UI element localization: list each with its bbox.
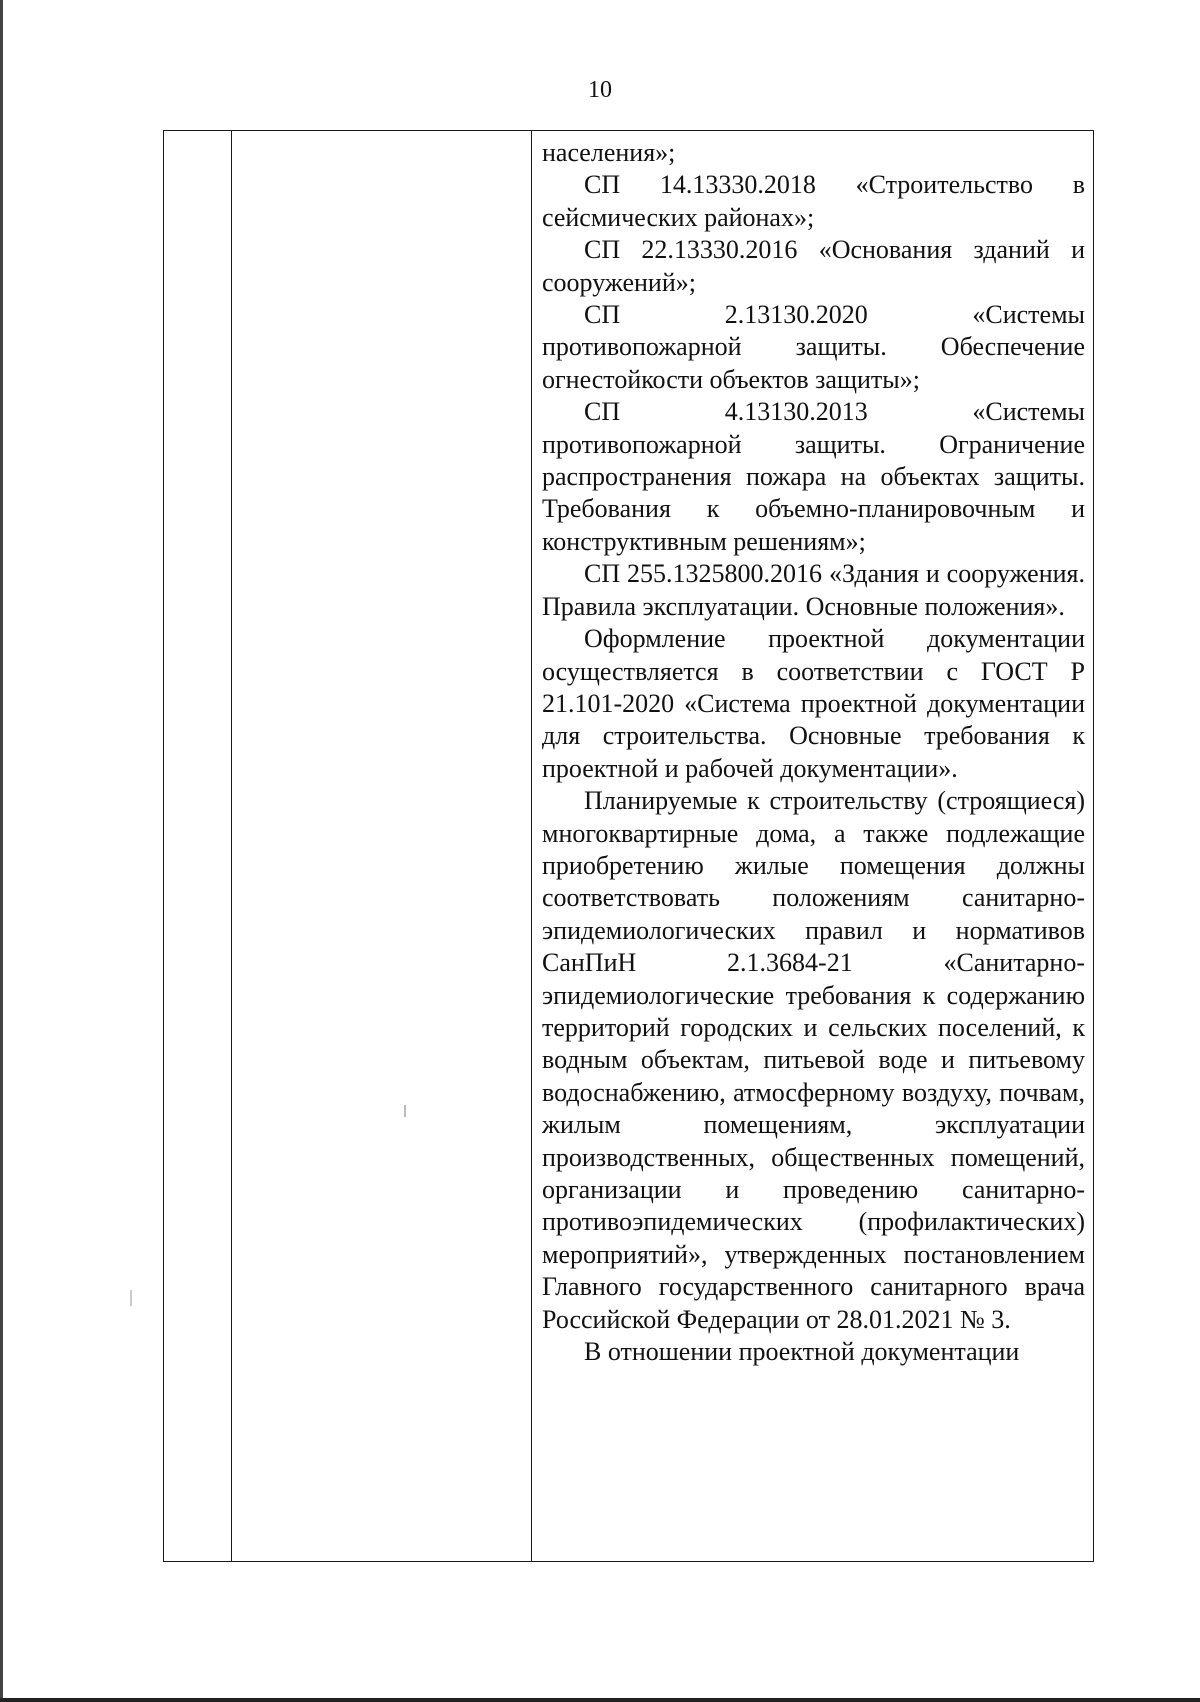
paragraph: СП 255.1325800.2016 «Здания и сооружения. Правила эксплуатации. Основные положения». [542,559,1085,621]
paragraph: СП 22.13330.2016 «Основания зданий и сооружений»; [542,235,1085,297]
scan-left-edge [0,0,3,1702]
paragraph: населения»; [542,138,676,167]
paragraph: СП 4.13130.2013 «Системы противопожарной защиты. Ограничение распространения пожара на объектах защиты. Требования к объемно-планировочным и конструктивным решениям»; [542,397,1085,556]
paragraph: СП 2.13130.2020 «Системы противопожарной защиты. Обеспечение огнестойкости объектов защиты»; [542,300,1085,394]
table-cell-number [164,131,232,1562]
paragraph: Планируемые к строительству (строящиеся) многоквартирные дома, а также подлежащие приобретению жилые помещения должны соответствовать положениям санитарно-эпидемиологических правил и нормативов СанПиН 2.1.3684-21 «Санитарно-эпидемиологические требования к содержанию территорий городских и сельских поселений, к водным объектам, питьевой воде и питьевому водоснабжению, атмосферному воздуху, почвам, жилым помещениям, эксплуатации производственных, общественных помещений, организации и проведению санитарно-противоэпидемических (профилактических) мероприятий», утвержденных постановлением Главного государственного санитарного врача Российской Федерации от 28.01.2021 № 3. [542,786,1085,1334]
paragraph: СП 14.13330.2018 «Строительство в сейсмических районах»; [542,170,1085,232]
paragraph: Оформление проектной документации осуществляется в соответствии с ГОСТ Р 21.101-2020 «Система проектной документации для строительства. Основные требования к проектной и рабочей документации». [542,624,1085,783]
table-row [164,131,1094,1562]
document-table [163,130,1094,1562]
scan-bottom-edge [0,1698,1200,1702]
paragraph: В отношении проектной документации [584,1337,1020,1367]
table-cell-item [232,131,532,1562]
table-cell-content [532,131,1094,1562]
page-number: 10 [588,77,612,103]
scan-artifact [130,1290,132,1306]
